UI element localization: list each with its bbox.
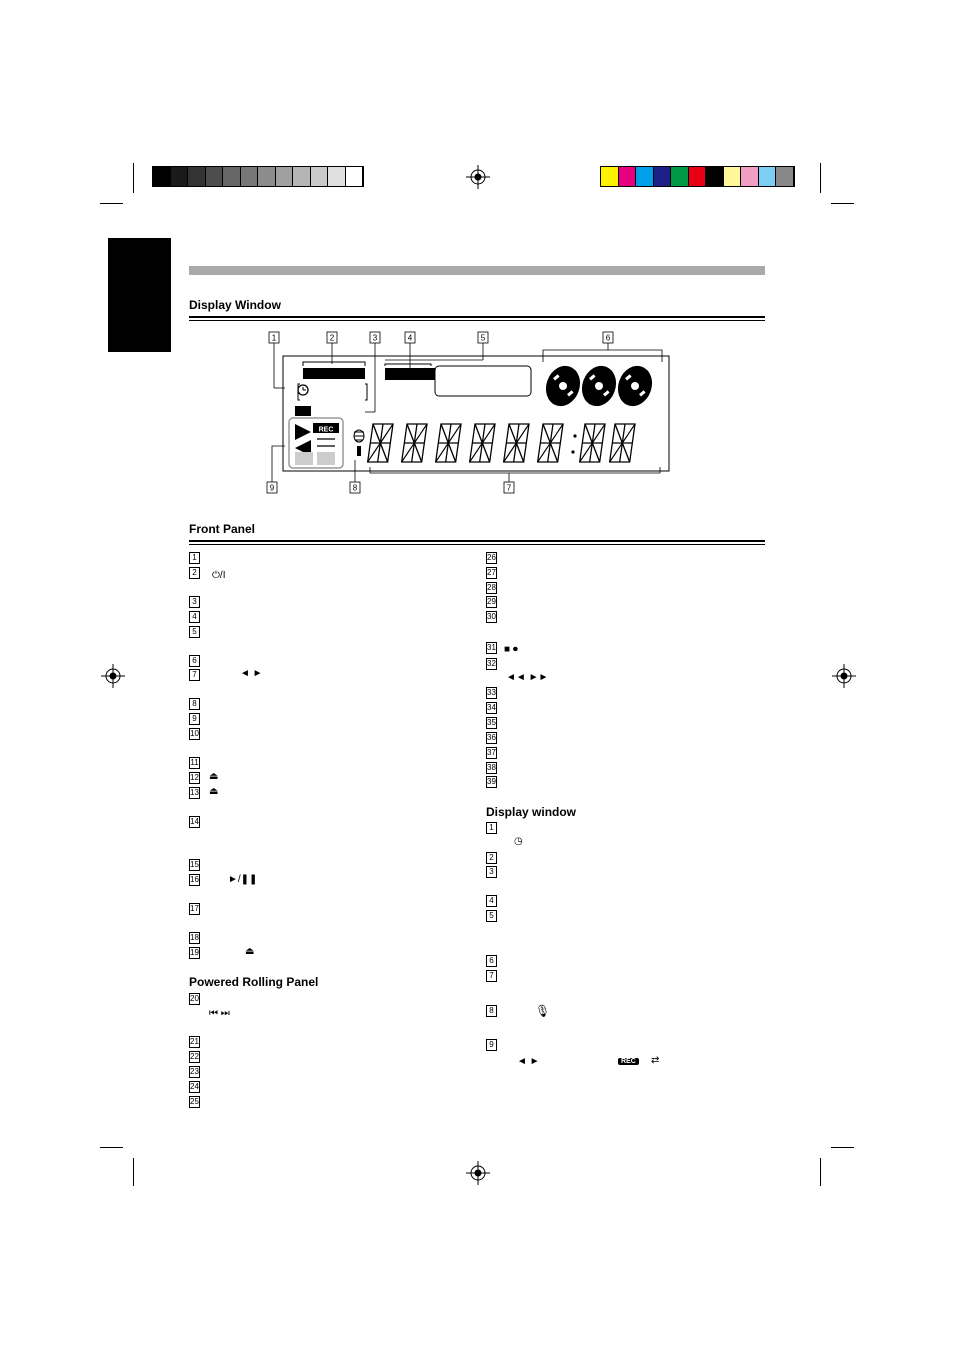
list-item-number: 7 <box>486 970 497 982</box>
list-item-number: 34 <box>487 703 496 712</box>
list-item-number: 6 <box>189 655 200 667</box>
list-item-number: 2 <box>486 852 497 864</box>
section-title-display-window: Display Window <box>189 298 281 312</box>
callout-1: 1 <box>271 333 277 343</box>
list-item-number: 32 <box>487 659 496 668</box>
play-pause-icon: ►/❚❚ <box>228 874 258 885</box>
list-item-number: 33 <box>487 688 496 697</box>
rew-ff-icon: ◄◄ ►► <box>506 672 549 683</box>
list-item-number: 11 <box>190 758 199 767</box>
list-item-number: 17 <box>190 904 199 913</box>
list-item-number: 9 <box>189 713 200 725</box>
crop-mark <box>831 203 854 204</box>
mic-icon: 🎙 <box>535 1004 551 1018</box>
crop-mark <box>100 203 123 204</box>
list-item-number: 21 <box>190 1037 199 1046</box>
header-strip <box>189 266 765 275</box>
list-item-number: 4 <box>486 895 497 907</box>
callout-6: 6 <box>605 333 611 343</box>
list-item-number: 1 <box>189 552 200 564</box>
list-item-number: 14 <box>190 817 199 826</box>
clock-icon: ◷ <box>514 836 523 847</box>
rec-badge: REC <box>318 426 334 434</box>
list-item-number: 3 <box>189 596 200 608</box>
registration-mark-icon <box>101 664 125 688</box>
list-item-number: 8 <box>189 698 200 710</box>
left-right-icon: ◄ ► <box>240 668 263 679</box>
callout-9: 9 <box>269 483 275 493</box>
list-item-number: 30 <box>487 612 496 621</box>
crop-mark <box>831 1147 854 1148</box>
list-item-number: 1 <box>486 822 497 834</box>
crop-mark <box>133 163 134 193</box>
list-item-number: 23 <box>190 1067 199 1076</box>
section-title-front-panel: Front Panel <box>189 522 256 536</box>
skip-icon: ⏮ ⏭ <box>209 1008 230 1019</box>
display-window-diagram <box>255 328 675 498</box>
grayscale-bar <box>152 166 364 187</box>
crop-mark <box>100 1147 123 1148</box>
callout-2: 2 <box>329 333 335 343</box>
list-item-number: 20 <box>190 994 199 1003</box>
list-item-number: 5 <box>189 626 200 638</box>
eject-icon: ⏏ <box>209 771 219 782</box>
callout-3: 3 <box>372 333 378 343</box>
callout-7: 7 <box>506 483 512 493</box>
list-item-number: 10 <box>190 729 199 738</box>
list-item-number: 12 <box>190 773 199 782</box>
section-title-powered-rolling-panel: Powered Rolling Panel <box>189 975 319 989</box>
registration-mark-icon <box>466 1161 490 1185</box>
list-item-number: 18 <box>190 933 199 942</box>
repeat-icon: ⇄ <box>651 1055 660 1066</box>
list-item-number: 37 <box>487 748 496 757</box>
callout-8: 8 <box>352 483 358 493</box>
eject-icon: ⏏ <box>209 786 219 797</box>
list-item-number: 2 <box>189 567 200 579</box>
color-bar <box>600 166 795 187</box>
list-item-number: 8 <box>486 1005 497 1017</box>
list-item-number: 16 <box>190 875 199 884</box>
callout-4: 4 <box>407 333 413 343</box>
list-item-number: 39 <box>487 777 496 786</box>
section-title-display-window-list: Display window <box>486 805 577 819</box>
list-item-number: 27 <box>487 568 496 577</box>
left-right-icon: ◄ ► <box>517 1056 540 1067</box>
section-rule <box>189 316 765 321</box>
list-item-number: 9 <box>486 1039 497 1051</box>
list-item-number: 29 <box>487 597 496 606</box>
rec-icon: REC <box>618 1058 639 1065</box>
list-item-number: 28 <box>487 583 496 592</box>
list-item-number: 35 <box>487 718 496 727</box>
eject-icon: ⏏ <box>245 946 255 957</box>
list-item-number: 6 <box>486 955 497 967</box>
list-item-number: 13 <box>190 788 199 797</box>
callout-5: 5 <box>480 333 486 343</box>
registration-mark-icon <box>832 664 856 688</box>
list-item-number: 26 <box>487 553 496 562</box>
list-item-number: 15 <box>190 860 199 869</box>
list-item-number: 5 <box>486 910 497 922</box>
crop-mark <box>133 1158 134 1186</box>
list-item-number: 38 <box>487 763 496 772</box>
list-item-number: 19 <box>190 948 199 957</box>
list-item-number: 7 <box>189 669 200 681</box>
list-item-number: 3 <box>486 866 497 878</box>
crop-mark <box>820 163 821 193</box>
side-tab <box>108 238 171 352</box>
list-item-number: 22 <box>190 1052 199 1061</box>
list-item-number: 4 <box>189 611 200 623</box>
registration-mark-icon <box>466 165 490 189</box>
list-item-number: 31 <box>487 643 496 652</box>
power-icon: ⏻/I <box>212 570 226 581</box>
crop-mark <box>820 1158 821 1186</box>
stop-rec-icon: ■ ⏺ <box>504 644 518 655</box>
list-item-number: 36 <box>487 733 496 742</box>
section-rule <box>189 540 765 545</box>
list-item-number: 24 <box>190 1082 199 1091</box>
list-item-number: 25 <box>190 1097 199 1106</box>
